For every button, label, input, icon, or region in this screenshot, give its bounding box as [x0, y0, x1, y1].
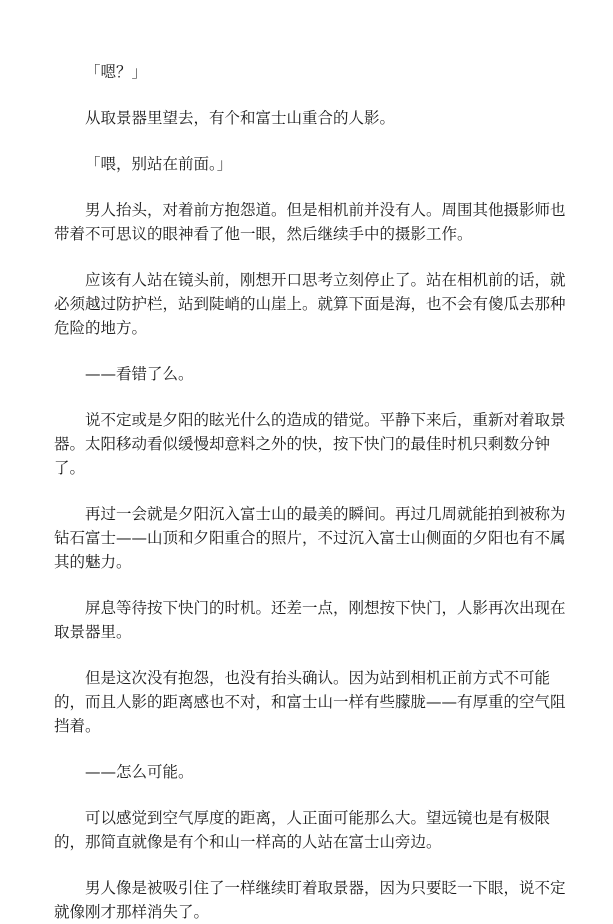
paragraph: ——看错了么。 — [85, 365, 194, 383]
paragraph: 从取景器里望去，有个和富士山重合的人影。 — [85, 109, 396, 127]
paragraph-quote: 「嗯？」 — [85, 63, 148, 81]
paragraph: 再过一会就是夕阳沉入富士山的最美的瞬间。再过几周就能拍到被称为钻石富士——山顶和夕阳重合的照片，不过沉入富士山侧面的夕阳也有不属其的魅力。 — [54, 505, 566, 571]
paragraph: 男人抬头，对着前方抱怨道。但是相机前并没有人。周围其他摄影师也带着不可思议的眼神看了他一眼，然后继续手中的摄影工作。 — [54, 201, 566, 243]
paragraph-quote: 「喂，别站在前面。」 — [85, 155, 233, 173]
paragraph: 男人像是被吸引住了一样继续盯着取景器，因为只要眨一下眼，说不定就像刚才那样消失了。 — [54, 879, 566, 921]
paragraph: 应该有人站在镜头前，刚想开口思考立刻停止了。站在相机前的话，就必须越过防护栏，站到陡峭的山崖上。就算下面是海，也不会有傻瓜去那种危险的地方。 — [54, 271, 566, 337]
paragraph: 说不定或是夕阳的眩光什么的造成的错觉。平静下来后，重新对着取景器。太阳移动看似缓慢却意料之外的快，按下快门的最佳时机只剩数分钟了。 — [54, 411, 566, 477]
paragraph: ——怎么可能。 — [85, 763, 194, 781]
paragraph: 但是这次没有抱怨，也没有抬头确认。因为站到相机正前方式不可能的，而且人影的距离感也不对，和富士山一样有些朦胧——有厚重的空气阻挡着。 — [54, 669, 566, 735]
paragraph: 可以感觉到空气厚度的距离，人正面可能那么大。望远镜也是有极限的，那简直就像是有个和山一样高的人站在富士山旁边。 — [54, 809, 551, 851]
paragraph: 屏息等待按下快门的时机。还差一点，刚想按下快门，人影再次出现在取景器里。 — [54, 599, 566, 641]
